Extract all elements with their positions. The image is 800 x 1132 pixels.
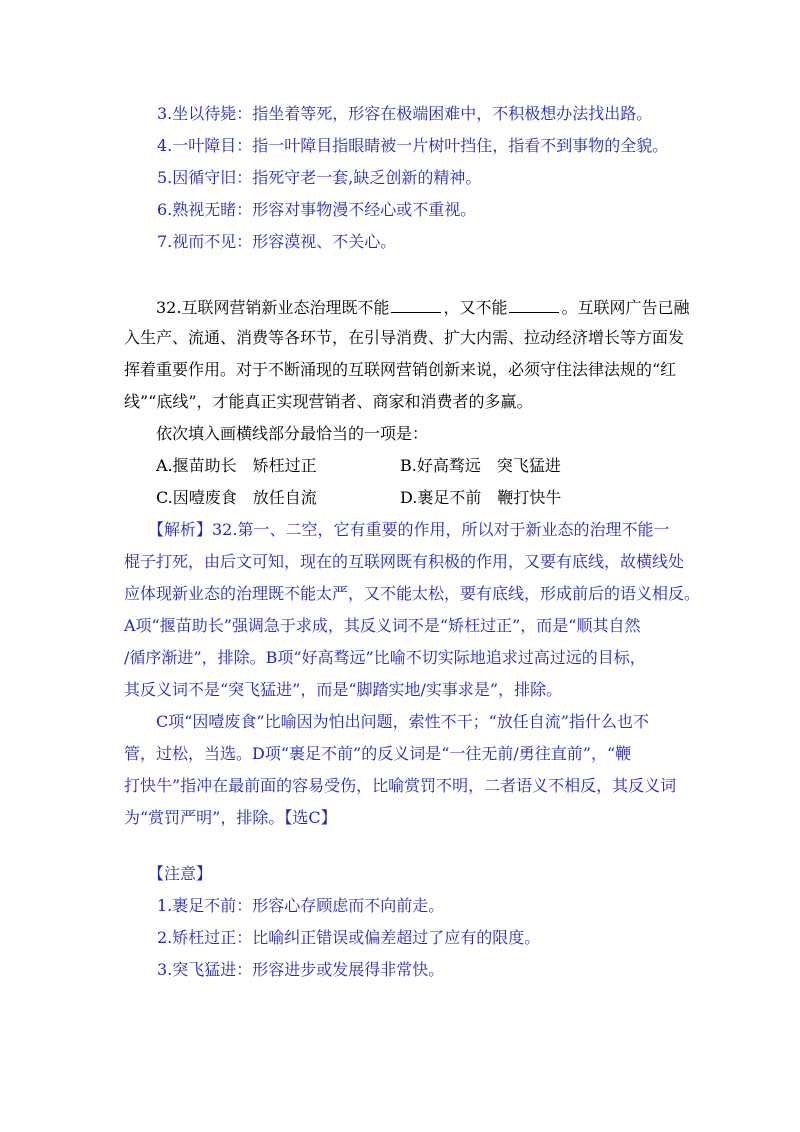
option-c: C.因噎废食 放任自流 bbox=[156, 488, 317, 507]
question-text-part-3: 。互联网广告已融 bbox=[561, 298, 690, 317]
option-a: A.揠苗助长 矫枉过正 bbox=[156, 456, 317, 475]
answer-blank-1 bbox=[391, 296, 441, 313]
analysis-line-7: C项“因噎废食”比喻因为怕出问题，索性不干；“放任自流”指什么也不 bbox=[156, 712, 649, 731]
notice-item-2: 2.矫枉过正：比喻纠正错误或偏差超过了应有的限度。 bbox=[157, 928, 541, 947]
question-line-2: 入生产、流通、消费等各环节，在引导消费、扩大内需、拉动经济增长等方面发 bbox=[124, 328, 685, 347]
notice-item-3: 3.突飞猛进：形容进步或发展得非常快。 bbox=[157, 960, 445, 979]
note-item-5: 5.因循守旧：指死守老一套,缺乏创新的精神。 bbox=[157, 168, 482, 187]
analysis-line-9: 打快牛”指冲在最前面的容易受伤，比喻赏罚不明，二者语义不相反，其反义词 bbox=[124, 776, 677, 795]
question-prompt: 依次填入画横线部分最恰当的一项是： bbox=[156, 424, 429, 443]
answer-blank-2 bbox=[509, 296, 559, 313]
analysis-line-1: 【解析】32.第一、二空，它有重要的作用，所以对于新业态的治理不能一 bbox=[148, 520, 670, 539]
question-text-part-1: 32.互联网营销新业态治理既不能 bbox=[156, 298, 390, 317]
analysis-line-2: 棍子打死，由后文可知，现在的互联网既有积极的作用，又要有底线，故横线处 bbox=[124, 552, 685, 571]
analysis-line-4: A项“揠苗助长”强调急于求成，其反义词不是“矫枉过正”，而是“顺其自然 bbox=[124, 616, 641, 635]
analysis-line-3: 应体现新业态的治理既不能太严，又不能太松，要有底线，形成前后的语义相反。 bbox=[124, 584, 701, 603]
analysis-line-10: 为“赏罚严明”，排除。【选C】 bbox=[124, 808, 337, 827]
question-line-1 bbox=[156, 296, 689, 316]
note-item-4: 4.一叶障目：指一叶障目指眼睛被一片树叶挡住，指看不到事物的全貌。 bbox=[157, 136, 669, 155]
notice-item-1: 1.裹足不前：形容心存顾虑而不向前走。 bbox=[157, 896, 445, 915]
question-line-3: 挥着重要作用。对于不断涌现的互联网营销创新来说，必须守住法律法规的“红 bbox=[124, 360, 677, 379]
option-d: D.裹足不前 鞭打快牛 bbox=[400, 488, 562, 507]
analysis-line-6: 其反义词不是“突飞猛进”，而是“脚踏实地/实事求是”，排除。 bbox=[124, 680, 563, 699]
note-item-6: 6.熟视无睹：形容对事物漫不经心或不重视。 bbox=[157, 200, 477, 219]
note-item-3: 3.坐以待毙：指坐着等死，形容在极端困难中，不积极想办法找出路。 bbox=[157, 104, 653, 123]
question-line-4: 线”“底线”，才能真正实现营销者、商家和消费者的多赢。 bbox=[124, 392, 533, 411]
option-b: B.好高骛远 突飞猛进 bbox=[400, 456, 561, 475]
analysis-line-8: 管，过松，当选。D项“裹足不前”的反义词是“一往无前/勇往直前”，“鞭 bbox=[124, 744, 632, 763]
notice-title: 【注意】 bbox=[148, 864, 213, 883]
question-text-part-2: ，又不能 bbox=[443, 298, 508, 317]
analysis-line-5: /循序渐进”，排除。B项“好高骛远”比喻不切实际地追求过高过远的目标， bbox=[124, 648, 646, 667]
note-item-7: 7.视而不见：形容漠视、不关心。 bbox=[157, 232, 397, 251]
